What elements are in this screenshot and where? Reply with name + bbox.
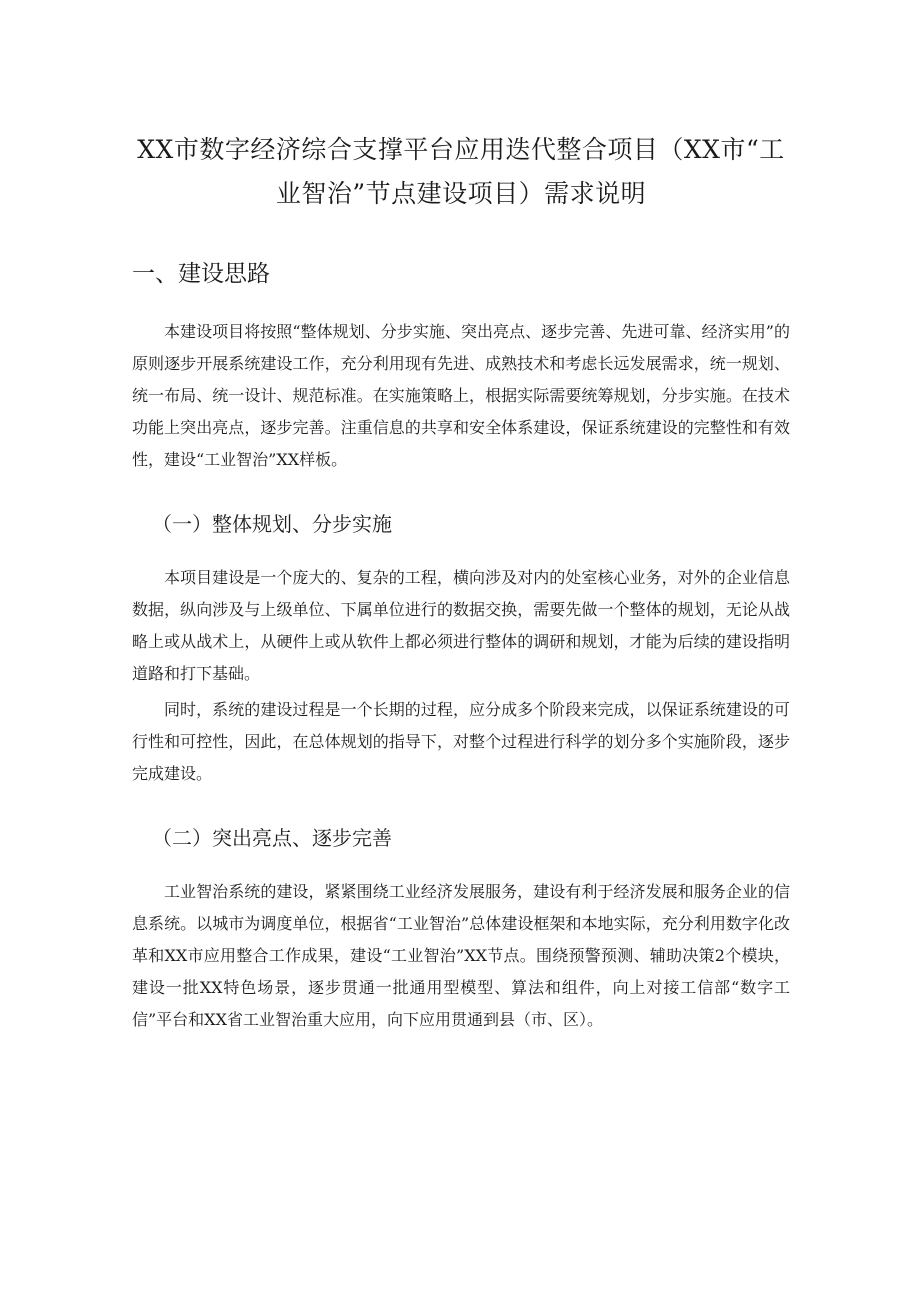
section-overall-planning bbox=[132, 562, 790, 790]
section-highlights bbox=[132, 876, 790, 1036]
section-construction-approach bbox=[132, 316, 790, 476]
document-title-line-1: XX市数字经济综合支撑平台应用迭代整合项目（XX市“工 bbox=[137, 135, 785, 164]
paragraph: 本建设项目将按照“整体规划、分步实施、突出亮点、逐步完善、先进可靠、经济实用”的原则逐步开展系统建设工作，充分利用现有先进、成熟技术和考虑长远发展需求，统一规划、统一布局、统一设计、规范标准。在实施策略上，根据实际需要统筹规划，分步实施。在技术功能上突出亮点，逐步完善。注重信息的共享和安全体系建设，保证系统建设的完整性和有效性，建设“工业智治”XX样板。 bbox=[132, 322, 790, 469]
paragraph: 同时，系统的建设过程是一个长期的过程，应分成多个阶段来完成，以保证系统建设的可行性和可控性，因此，在总体规划的指导下，对整个过程进行科学的划分多个实施阶段，逐步完成建设。 bbox=[132, 700, 790, 783]
document-title-line-2: 业智治”节点建设项目）需求说明 bbox=[275, 179, 647, 208]
section-heading-highlights: （二）突出亮点、逐步完善 bbox=[152, 826, 392, 850]
section-heading-construction-approach: 一、建设思路 bbox=[132, 261, 270, 287]
paragraph: 工业智治系统的建设，紧紧围绕工业经济发展服务，建设有利于经济发展和服务企业的信息系统。以城市为调度单位，根据省“工业智治”总体建设框架和本地实际，充分利用数字化改革和XX市应用整合工作成果，建设“工业智治”XX节点。围绕预警预测、辅助决策2个模块，建设一批XX特色场景，逐步贯通一批通用型模型、算法和组件，向上对接工信部“数字工信”平台和XX省工业智治重大应用，向下应用贯通到县（市、区）。 bbox=[132, 882, 790, 1029]
document-title bbox=[132, 128, 790, 216]
paragraph: 本项目建设是一个庞大的、复杂的工程，横向涉及对内的处室核心业务，对外的企业信息数据，纵向涉及与上级单位、下属单位进行的数据交换，需要先做一个整体的规划，无论从战略上或从战术上，从硬件上或从软件上都必须进行整体的调研和规划，才能为后续的建设指明道路和打下基础。 bbox=[132, 568, 790, 683]
section-heading-overall-planning: （一）整体规划、分步实施 bbox=[152, 512, 392, 536]
